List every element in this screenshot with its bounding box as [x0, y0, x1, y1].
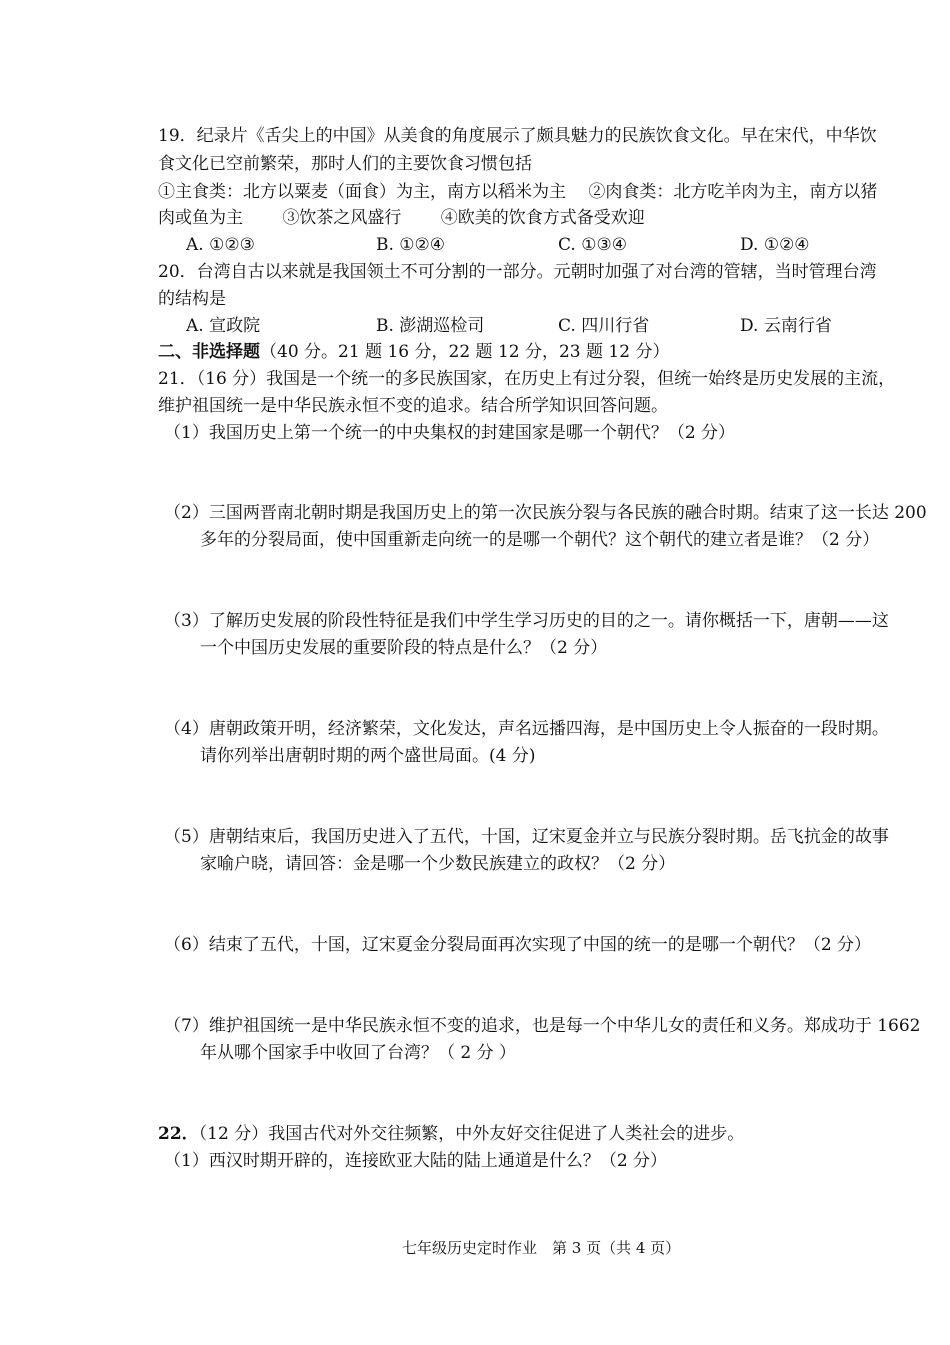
- q19-line2: 食文化已空前繁荣，那时人们的主要饮食习惯包括: [158, 154, 532, 174]
- q19-line4: 肉或鱼为主 ③饮茶之风盛行 ④欧美的饮食方式备受欢迎: [158, 208, 645, 228]
- q20-line1: 20．台湾自古以来就是我国领土不可分割的一部分。元朝时加强了对台湾的管辖，当时管理台湾: [158, 262, 877, 282]
- q21-sub7-line1: （7）维护祖国统一是中华民族永恒不变的追求，也是每一个中华儿女的责任和义务。郑成功于 1662: [164, 1016, 921, 1036]
- q21-sub5-line1: （5）唐朝结束后，我国历史进入了五代，十国，辽宋夏金并立与民族分裂时期。岳飞抗金的故事: [164, 827, 889, 847]
- q21-sub3-line1: （3）了解历史发展的阶段性特征是我们中学生学习历史的目的之一。请你概括一下，唐朝——这: [164, 611, 889, 631]
- page-footer: 七年级历史定时作业 第 3 页（共 4 页）: [402, 1239, 681, 1257]
- q21-sub1: （1）我国历史上第一个统一的中央集权的封建国家是哪一个朝代？（2 分）: [164, 423, 736, 443]
- q21-sub7-line2: 年从哪个国家手中收回了台湾？（ 2 分 ）: [200, 1043, 517, 1063]
- section-2-heading: [158, 340, 669, 364]
- section-2-title: 二、非选择题: [158, 342, 260, 362]
- q20-option-d: D. 云南行省: [740, 316, 832, 336]
- q19-option-a: A. ①②③: [186, 235, 255, 255]
- section-2-info: （40 分。21 题 16 分，22 题 12 分，23 题 12 分）: [260, 342, 670, 362]
- q20-option-b: B. 澎湖巡检司: [376, 316, 485, 336]
- q20-line2: 的结构是: [158, 289, 226, 309]
- q21-sub6: （6）结束了五代，十国，辽宋夏金分裂局面再次实现了中国的统一的是哪一个朝代？（2 分）: [164, 935, 872, 955]
- q21-intro-line2: 维护祖国统一是中华民族永恒不变的追求。结合所学知识回答问题。: [158, 396, 668, 416]
- q21-intro-line1: 21．（16 分）我国是一个统一的多民族国家，在历史上有过分裂，但统一始终是历史发展的主流，: [158, 369, 896, 389]
- q21-sub4-line2: 请你列举出唐朝时期的两个盛世局面。(4 分): [200, 746, 536, 766]
- q22-intro-line: [158, 1122, 744, 1146]
- q19-option-c: C. ①③④: [558, 235, 627, 255]
- q19-option-d: D. ①②④: [740, 235, 810, 255]
- q19-line1: 19．纪录片《舌尖上的中国》从美食的角度展示了颇具魅力的民族饮食文化。早在宋代，中华饮: [158, 126, 877, 146]
- q22-intro: （12 分）我国古代对外交往频繁，中外友好交往促进了人类社会的进步。: [198, 1124, 745, 1144]
- q21-sub5-line2: 家喻户晓，请回答：金是哪一个少数民族建立的政权？（2 分）: [200, 854, 676, 874]
- q21-sub2-line2: 多年的分裂局面，使中国重新走向统一的是哪一个朝代？这个朝代的建立者是谁？（2 分）: [200, 530, 880, 550]
- q20-option-c: C. 四川行省: [558, 316, 650, 336]
- q22-number: 22．: [158, 1124, 199, 1144]
- q21-sub4-line1: （4）唐朝政策开明，经济繁荣，文化发达，声名远播四海，是中国历史上令人振奋的一段时期。: [164, 719, 889, 739]
- q20-option-a: A. 宣政院: [186, 316, 261, 336]
- q19-option-b: B. ①②④: [376, 235, 446, 255]
- q21-sub3-line2: 一个中国历史发展的重要阶段的特点是什么？（2 分）: [200, 638, 608, 658]
- q22-sub1: （1）西汉时期开辟的，连接欧亚大陆的陆上通道是什么？（2 分）: [164, 1151, 668, 1171]
- q19-line3: ①主食类：北方以粟麦（面食）为主，南方以稻米为主 ②肉食类：北方吃羊肉为主，南方以猪: [158, 182, 878, 202]
- q21-sub2-line1: （2）三国两晋南北朝时期是我国历史上的第一次民族分裂与各民族的融合时期。结束了这一长达 200: [164, 503, 927, 523]
